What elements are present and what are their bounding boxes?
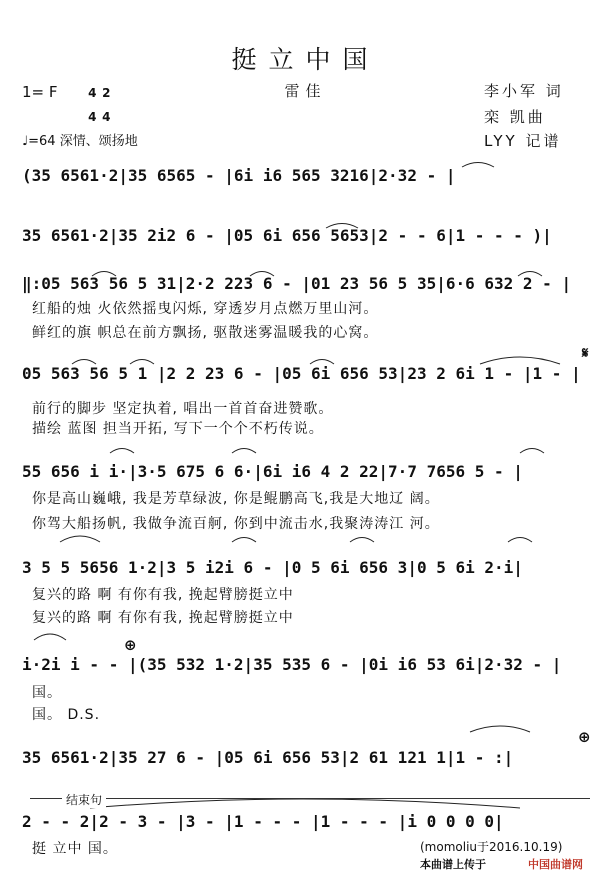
lyric-line-6-verse-1: 复兴的路 啊 有你有我, 挽起臂膀挺立中 — [32, 587, 294, 603]
tempo-marking: ♩=64 深情、颂扬地 — [22, 134, 138, 149]
lyric-line-5-verse-1: 你是高山巍峨, 我是芳草绿波, 你是鲲鹏高飞,我是大地辽 阔。 — [32, 491, 440, 507]
notation-line-6: 3 5 5 5656 1·2|3 5 i2i 6 - |0 5 6i 656 3|0 5 6i 2·i| — [22, 558, 523, 577]
lyric-line-4-verse-1: 前行的脚步 坚定执着, 唱出一首首奋进赞歌。 — [32, 401, 334, 417]
coda-sign-1: ⊕ — [124, 636, 137, 654]
lyric-line-5-verse-2: 你驾大船扬帆, 我做争流百舸, 你到中流击水,我聚涛涛江 河。 — [32, 516, 440, 532]
lyric-line-3-verse-2: 鲜红的旗 帜总在前方飘扬, 驱散迷雾温暖我的心窝。 — [32, 325, 379, 341]
segno-sign: 𝄋 — [582, 344, 589, 362]
notation-line-3: ‖:05 563 56 5 31|2·2 223 6 - |01 23 56 5 35|6·6 632 2 - | — [22, 274, 572, 293]
lyric-line-9: 挺 立中 国。 — [32, 841, 118, 857]
notation-line-2: 35 6561·2|35 2i2 6 - |05 6i 656 5653|2 - - 6|1 - - - )| — [22, 226, 552, 245]
lyric-line-3-verse-1: 红船的烛 火依然摇曳闪烁, 穿透岁月点燃万里山河。 — [32, 301, 379, 317]
ending-bracket-line — [30, 798, 590, 799]
meter-bottom-2: 4 — [102, 110, 111, 124]
upload-note: 本曲谱上传于 — [420, 858, 486, 871]
meter-top-2: 2 — [102, 86, 111, 100]
lyric-line-4-verse-2: 描绘 蓝图 担当开拓, 写下一个个不朽传说。 — [32, 421, 324, 437]
notation-line-9: 2 - - 2|2 - 3 - |3 - |1 - - - |1 - - - |i 0 0 0 0| — [22, 812, 504, 831]
song-title: 挺立中国 — [231, 45, 380, 74]
coda-sign-2: ⊕ — [578, 728, 591, 746]
lyric-line-7-verse-2: 国。 D.S. — [32, 707, 101, 723]
transcriber: LYY 记谱 — [484, 132, 562, 150]
meter-bottom-1: 4 — [88, 110, 97, 124]
transcription-credit: (momoliu于2016.10.19) — [420, 840, 563, 854]
meter-top-1: 4 — [88, 86, 97, 100]
notation-line-4: 05 563 56 5 1 |2 2 23 6 - |05 6i 656 53|23 2 6i 1 - |1 - | — [22, 364, 581, 383]
lyric-line-6-verse-2: 复兴的路 啊 有你有我, 挽起臂膀挺立中 — [32, 610, 294, 626]
notation-line-1: (35 6561·2|35 6565 - |6i i6 565 3216|2·32 - | — [22, 166, 456, 185]
site-logo-text: 中国曲谱网 — [528, 858, 583, 871]
singer: 雷佳 — [284, 82, 327, 100]
composer: 栾 凯曲 — [484, 108, 546, 126]
lyric-line-7-verse-1: 国。 — [32, 685, 62, 701]
notation-line-8: 35 6561·2|35 27 6 - |05 6i 656 53|2 61 121 1|1 - :| — [22, 748, 514, 767]
ending-label: 结束句 — [62, 791, 106, 808]
lyricist: 李小军 词 — [484, 82, 564, 100]
key-signature: 1= F — [22, 83, 58, 101]
notation-line-7: i·2i i - - |(35 532 1·2|35 535 6 - |0i i6 53 6i|2·32 - | — [22, 655, 562, 674]
notation-line-5: 55 656 i i·|3·5 675 6 6·|6i i6 4 2 22|7·7 7656 5 - | — [22, 462, 523, 481]
